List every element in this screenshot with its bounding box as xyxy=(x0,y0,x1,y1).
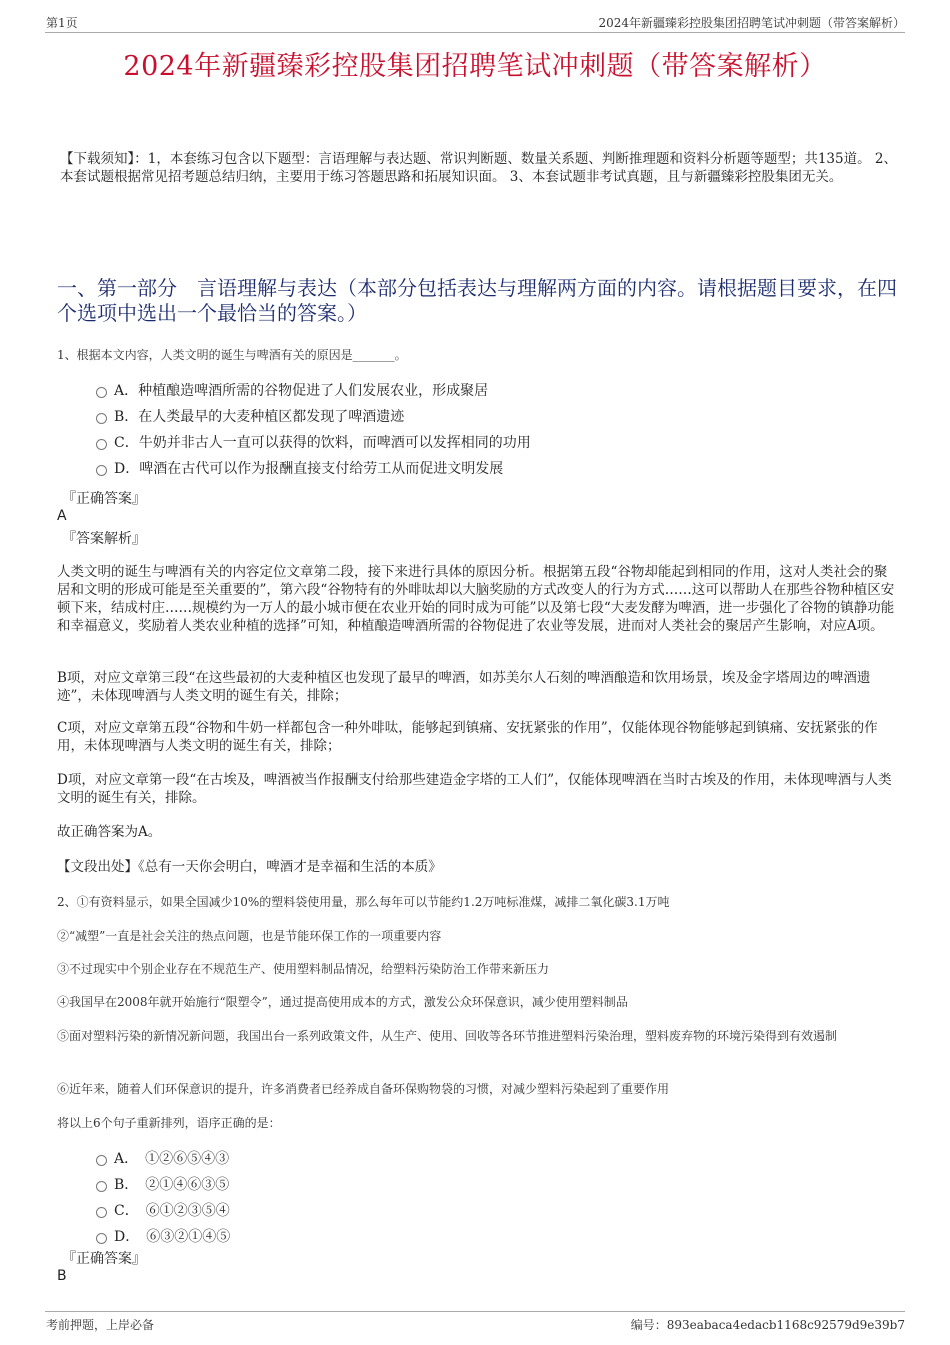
radio-icon[interactable] xyxy=(96,439,107,450)
option-label: D．啤酒在古代可以作为报酬直接支付给劳工从而促进文明发展 xyxy=(114,461,504,477)
q1-answer: A xyxy=(57,508,67,524)
q1-option-d[interactable] xyxy=(96,459,896,479)
section-heading: 一、第一部分 言语理解与表达（本部分包括表达与理解两方面的内容。请根据题目要求，在四个选项中选出一个最恰当的答案。） xyxy=(57,276,897,325)
q1-analysis-paragraph: 人类文明的诞生与啤酒有关的内容定位文章第二段，接下来进行具体的原因分析。根据第五段“谷物却能起到相同的作用，这对人类社会的聚居和文明的形成可能是至关重要的”，第六段“谷物特有的外啡呔却以大脑奖励的方式改变人的行为方式……这可以帮助人在那些谷物种植区安顿下来，结成村庄……规模约为一万人的最小城市便在农业开始的同时成为可能”以及第七段“大麦发酵为啤酒，进一步强化了谷物的镇静功能和幸福意义，奖励着人类农业种植的选择”可知，种植酿造啤酒所需的谷物促进了农业等发展，进而对人类社会的聚居产生影响，对应A项。 xyxy=(57,564,895,634)
q2-option-c[interactable] xyxy=(96,1201,896,1221)
q1-analysis-paragraph: C项，对应文章第五段“谷物和牛奶一样都包含一种外啡呔，能够起到镇痛、安抚紧张的作用”，仅能体现谷物能够起到镇痛、安抚紧张的作用，未体现啤酒与人类文明的诞生有关，排除； xyxy=(57,720,878,754)
q2-option-a[interactable] xyxy=(96,1149,896,1169)
q1-analysis-paragraph: D项，对应文章第一段“在古埃及，啤酒被当作报酬支付给那些建造金字塔的工人们”，仅能体现啤酒在当时古埃及的作用，未体现啤酒与人类文明的诞生有关，排除。 xyxy=(57,772,892,806)
q2-prompt: 将以上6个句子重新排列，语序正确的是： xyxy=(57,1116,281,1130)
radio-icon[interactable] xyxy=(96,465,107,476)
q1-option-a[interactable] xyxy=(96,381,896,401)
q2-sentence: 2、①有资料显示，如果全国减少10%的塑料袋使用量，那么每年可以节能约1.2万吨标准煤，减排二氧化碳3.1万吨 xyxy=(57,895,670,909)
radio-icon[interactable] xyxy=(96,1233,107,1244)
option-label: C．牛奶并非古人一直可以获得的饮料，而啤酒可以发挥相同的功用 xyxy=(114,435,531,451)
page-title: 2024年新疆臻彩控股集团招聘笔试冲刺题（带答案解析） xyxy=(123,51,827,82)
q2-sentence: ③不过现实中个别企业存在不规范生产、使用塑料制品情况，给塑料污染防治工作带来新压力 xyxy=(57,962,550,976)
footer-rule xyxy=(45,1311,905,1312)
header-rule xyxy=(45,32,905,33)
q1-source: 【文段出处】《总有一天你会明白，啤酒才是幸福和生活的本质》 xyxy=(57,859,442,875)
q1-analysis-label: 『答案解析』 xyxy=(62,531,146,547)
q1-answer-label: 『正确答案』 xyxy=(62,491,146,507)
radio-icon[interactable] xyxy=(96,1181,107,1192)
q2-option-d[interactable] xyxy=(96,1227,896,1247)
q1-analysis-paragraph: B项，对应文章第三段“在这些最初的大麦种植区也发现了最早的啤酒，如苏美尔人石刻的啤酒酿造和饮用场景，埃及金字塔周边的啤酒遗迹”，未体现啤酒与人类文明的诞生有关，排除； xyxy=(57,670,871,704)
q1-stem: 1、根据本文内容，人类文明的诞生与啤酒有关的原因是_______。 xyxy=(57,348,407,362)
radio-icon[interactable] xyxy=(96,1207,107,1218)
download-notice: 【下载须知】：1，本套练习包含以下题型：言语理解与表达题、常识判断题、数量关系题、判断推理题和资料分析题等题型；共135道。 2、本套试题根据常见招考题总结归纳，主要用于练习答题思路和拓展知识面。 3、本套试题非考试真题，且与新疆臻彩控股集团无关。 xyxy=(60,151,897,185)
option-label: D． ⑥③②①④⑤ xyxy=(114,1229,231,1245)
q1-option-b[interactable] xyxy=(96,407,896,427)
header-doc-title: 2024年新疆臻彩控股集团招聘笔试冲刺题（带答案解析） xyxy=(598,16,905,30)
q1-analysis-conclusion: 故正确答案为A。 xyxy=(57,824,162,840)
radio-icon[interactable] xyxy=(96,413,107,424)
q1-option-c[interactable] xyxy=(96,433,896,453)
page-number: 第1页 xyxy=(46,16,78,30)
footer-slogan: 考前押题，上岸必备 xyxy=(46,1318,155,1332)
radio-icon[interactable] xyxy=(96,1155,107,1166)
radio-icon[interactable] xyxy=(96,387,107,398)
q2-option-b[interactable] xyxy=(96,1175,896,1195)
option-label: C． ⑥①②③⑤④ xyxy=(114,1203,230,1219)
q2-sentence: ②“减塑”一直是社会关注的热点问题，也是节能环保工作的一项重要内容 xyxy=(57,929,442,943)
q2-sentence: ⑥近年来，随着人们环保意识的提升，许多消费者已经养成自备环保购物袋的习惯，对减少塑料污染起到了重要作用 xyxy=(57,1082,670,1096)
footer-doc-id: 编号：893eabaca4edacb1168c92579d9e39b7 xyxy=(630,1318,905,1332)
q2-answer: B xyxy=(57,1268,67,1284)
q2-sentence: ⑤面对塑料污染的新情况新问题，我国出台一系列政策文件，从生产、使用、回收等各环节推进塑料污染治理，塑料废弃物的环境污染得到有效遏制 xyxy=(57,1029,838,1043)
q2-sentence: ④我国早在2008年就开始施行“限塑令”，通过提高使用成本的方式，激发公众环保意识，减少使用塑料制品 xyxy=(57,995,628,1009)
q2-answer-label: 『正确答案』 xyxy=(62,1251,146,1267)
option-label: B． ②①④⑥③⑤ xyxy=(114,1177,230,1193)
option-label: A． ①②⑥⑤④③ xyxy=(114,1151,230,1167)
option-label: A．种植酿造啤酒所需的谷物促进了人们发展农业，形成聚居 xyxy=(114,383,489,399)
option-label: B．在人类最早的大麦种植区都发现了啤酒遗迹 xyxy=(114,409,405,425)
